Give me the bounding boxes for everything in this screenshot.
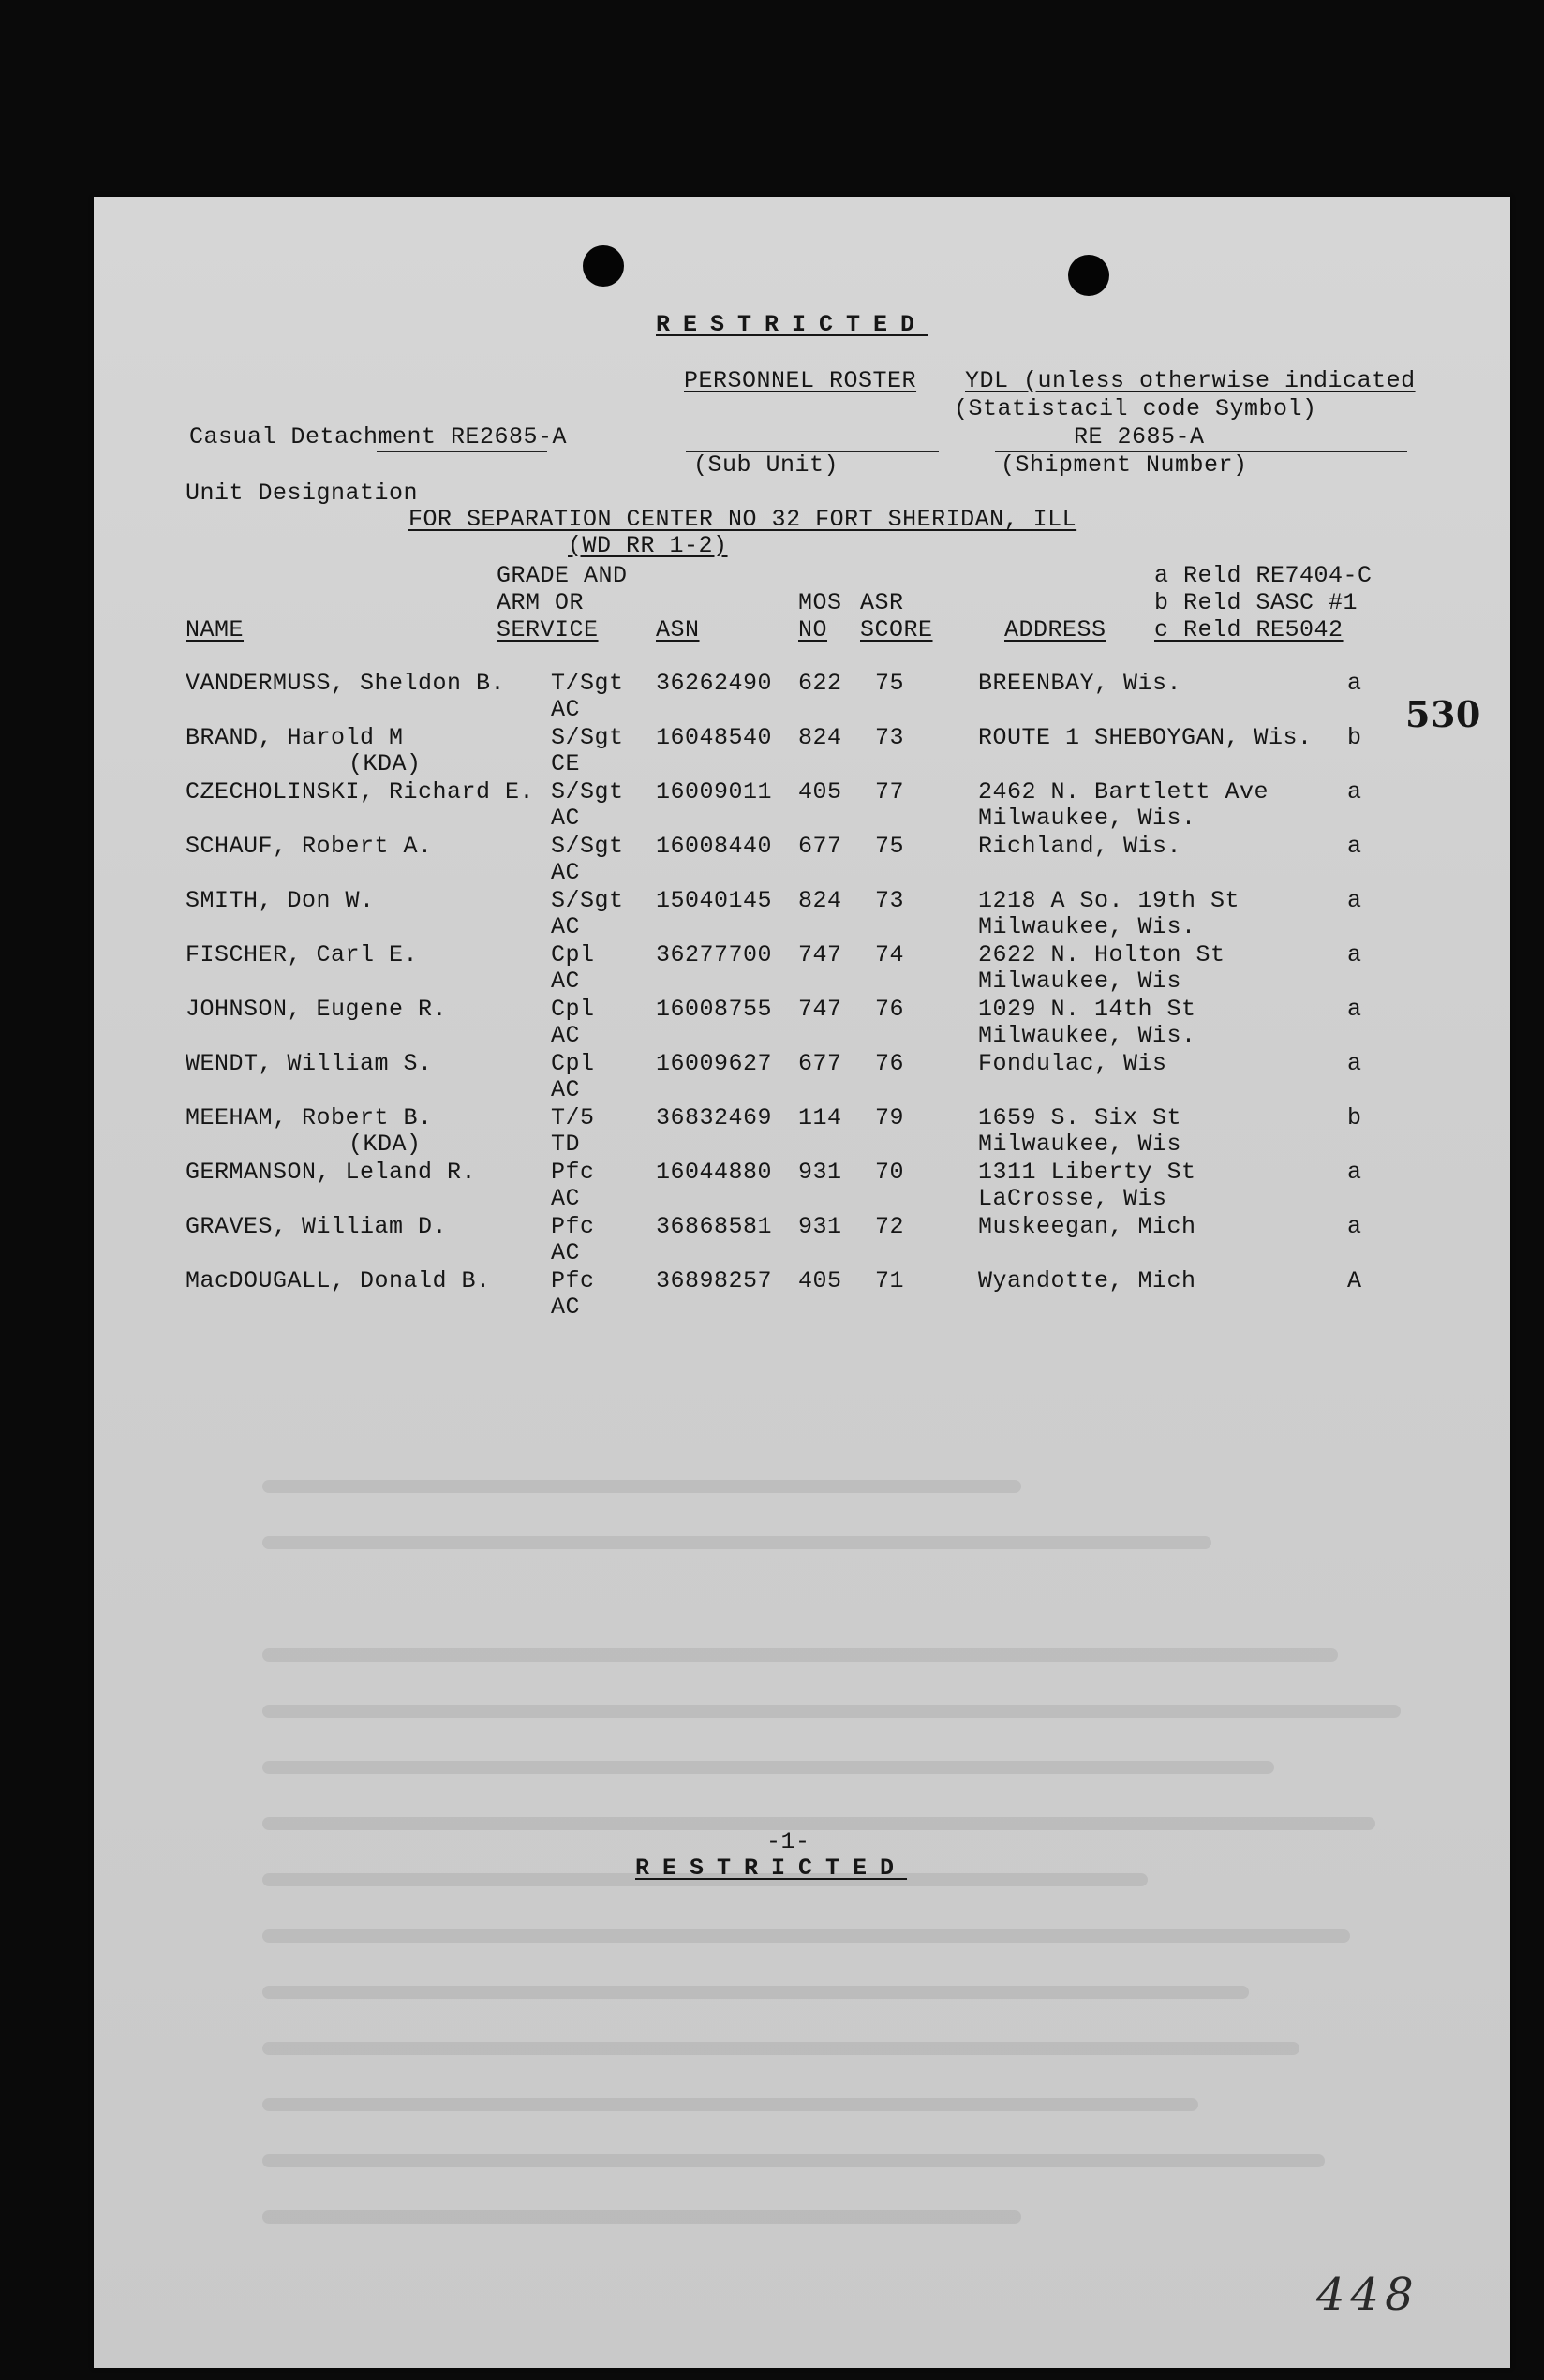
row-asn: 16008440 xyxy=(656,833,773,860)
row-name: FISCHER, Carl E. xyxy=(186,941,419,968)
row-name: VANDERMUSS, Sheldon B. xyxy=(186,670,506,697)
row-address-line1: 1029 N. 14th St xyxy=(978,996,1196,1023)
row-address-line1: Muskeegan, Mich xyxy=(978,1213,1196,1240)
row-code: a xyxy=(1347,996,1362,1023)
row-name: MEEHAM, Robert B. xyxy=(186,1104,433,1131)
row-asn: 36262490 xyxy=(656,670,773,697)
row-address-line2: Milwaukee, Wis xyxy=(978,1131,1182,1158)
row-asr: 73 xyxy=(875,724,905,751)
row-asr: 72 xyxy=(875,1213,905,1240)
legend-a: a Reld RE7404-C xyxy=(1154,562,1373,589)
row-service: AC xyxy=(551,1293,581,1321)
row-address-line1: Richland, Wis. xyxy=(978,833,1182,860)
row-service: AC xyxy=(551,696,581,723)
row-name: SCHAUF, Robert A. xyxy=(186,833,433,860)
row-asn: 36832469 xyxy=(656,1104,773,1131)
row-grade: S/Sgt xyxy=(551,887,624,914)
row-grade: Cpl xyxy=(551,941,595,968)
row-code: a xyxy=(1347,778,1362,806)
row-mos: 114 xyxy=(798,1104,842,1131)
row-asr: 70 xyxy=(875,1159,905,1186)
row-address-line2: LaCrosse, Wis xyxy=(978,1185,1167,1212)
classification-top: RESTRICTED xyxy=(656,311,928,338)
row-name: GERMANSON, Leland R. xyxy=(186,1159,477,1186)
row-name: BRAND, Harold M xyxy=(186,724,404,751)
col-grade-line1: GRADE AND xyxy=(497,562,628,589)
row-mos: 747 xyxy=(798,941,842,968)
row-asr: 76 xyxy=(875,996,905,1023)
row-name: JOHNSON, Eugene R. xyxy=(186,996,448,1023)
row-service: AC xyxy=(551,1239,581,1266)
row-mos: 677 xyxy=(798,833,842,860)
row-name: WENDT, William S. xyxy=(186,1050,433,1077)
row-grade: S/Sgt xyxy=(551,833,624,860)
row-name: GRAVES, William D. xyxy=(186,1213,448,1240)
row-code: b xyxy=(1347,724,1362,751)
col-name: NAME xyxy=(186,616,245,643)
legend-b: b Reld SASC #1 xyxy=(1154,589,1358,616)
row-asr: 73 xyxy=(875,887,905,914)
row-service: AC xyxy=(551,805,581,832)
row-asr: 75 xyxy=(875,670,905,697)
row-code: a xyxy=(1347,1159,1362,1186)
row-service: AC xyxy=(551,1076,581,1103)
col-asr-line2: SCORE xyxy=(860,616,933,643)
row-asr: 74 xyxy=(875,941,905,968)
row-mos: 747 xyxy=(798,996,842,1023)
ydl-text: YDL (unless otherwise indicated xyxy=(965,367,1416,394)
sheet-number: 530 xyxy=(1405,693,1481,735)
row-address-line1: 2622 N. Holton St xyxy=(978,941,1225,968)
casual-detachment: Casual Detachment RE2685-A xyxy=(189,423,568,451)
row-mos: 931 xyxy=(798,1159,842,1186)
row-mos: 824 xyxy=(798,887,842,914)
row-grade: Pfc xyxy=(551,1213,595,1240)
row-service: AC xyxy=(551,913,581,940)
row-grade: T/Sgt xyxy=(551,670,624,697)
row-code: a xyxy=(1347,833,1362,860)
page-number: -1- xyxy=(766,1828,810,1855)
shipment-label: (Shipment Number) xyxy=(1001,451,1248,479)
row-address-line1: Wyandotte, Mich xyxy=(978,1267,1196,1294)
row-address-line2: Milwaukee, Wis xyxy=(978,968,1182,995)
row-asn: 16008755 xyxy=(656,996,773,1023)
row-name: CZECHOLINSKI, Richard E. xyxy=(186,778,535,806)
punch-hole-right xyxy=(1068,255,1109,296)
document-page xyxy=(94,197,1510,2368)
row-address-line1: 2462 N. Bartlett Ave xyxy=(978,778,1269,806)
row-asr: 79 xyxy=(875,1104,905,1131)
row-address-line1: 1659 S. Six St xyxy=(978,1104,1182,1131)
col-address: ADDRESS xyxy=(1004,616,1106,643)
row-code: A xyxy=(1347,1267,1362,1294)
row-address-line2: Milwaukee, Wis. xyxy=(978,913,1196,940)
row-code: a xyxy=(1347,1213,1362,1240)
row-address-line1: BREENBAY, Wis. xyxy=(978,670,1182,697)
row-grade: S/Sgt xyxy=(551,778,624,806)
row-asn: 16044880 xyxy=(656,1159,773,1186)
row-name-note: (KDA) xyxy=(349,750,422,777)
row-asr: 77 xyxy=(875,778,905,806)
row-address-line2: Milwaukee, Wis. xyxy=(978,805,1196,832)
row-address-line2: Milwaukee, Wis. xyxy=(978,1022,1196,1049)
row-grade: Cpl xyxy=(551,996,595,1023)
unit-reference: (WD RR 1-2) xyxy=(568,532,728,559)
unit-designation: FOR SEPARATION CENTER NO 32 FORT SHERIDAN, ILL xyxy=(408,506,1077,533)
row-address-line1: Fondulac, Wis xyxy=(978,1050,1167,1077)
shipment-value: RE 2685-A xyxy=(1074,423,1205,451)
row-service: AC xyxy=(551,859,581,886)
row-address-line1: ROUTE 1 SHEBOYGAN, Wis. xyxy=(978,724,1313,751)
row-asn: 36898257 xyxy=(656,1267,773,1294)
row-grade: Pfc xyxy=(551,1267,595,1294)
statistical-code: (Statistacil code Symbol) xyxy=(954,395,1317,422)
row-service: TD xyxy=(551,1131,581,1158)
row-grade: Pfc xyxy=(551,1159,595,1186)
row-mos: 405 xyxy=(798,1267,842,1294)
row-mos: 677 xyxy=(798,1050,842,1077)
row-asn: 15040145 xyxy=(656,887,773,914)
roster-title: PERSONNEL ROSTER xyxy=(684,367,917,394)
row-asn: 16009627 xyxy=(656,1050,773,1077)
legend-c: c Reld RE5042 xyxy=(1154,616,1344,643)
row-asn: 16048540 xyxy=(656,724,773,751)
row-asn: 16009011 xyxy=(656,778,773,806)
unit-designation-label: Unit Designation xyxy=(186,480,419,507)
handwritten-number: 448 xyxy=(1316,2269,1419,2321)
punch-hole-left xyxy=(583,245,624,287)
row-code: b xyxy=(1347,1104,1362,1131)
col-mos-line1: MOS xyxy=(798,589,842,616)
col-grade-line2: ARM OR xyxy=(497,589,585,616)
row-address-line1: 1311 Liberty St xyxy=(978,1159,1196,1186)
row-asr: 76 xyxy=(875,1050,905,1077)
row-code: a xyxy=(1347,1050,1362,1077)
row-service: CE xyxy=(551,750,581,777)
row-service: AC xyxy=(551,968,581,995)
row-asr: 71 xyxy=(875,1267,905,1294)
row-name-note: (KDA) xyxy=(349,1131,422,1158)
row-service: AC xyxy=(551,1022,581,1049)
detachment-underline xyxy=(377,451,547,452)
row-code: a xyxy=(1347,887,1362,914)
row-name: MacDOUGALL, Donald B. xyxy=(186,1267,491,1294)
row-address-line1: 1218 A So. 19th St xyxy=(978,887,1240,914)
row-asr: 75 xyxy=(875,833,905,860)
row-grade: S/Sgt xyxy=(551,724,624,751)
col-asn: ASN xyxy=(656,616,700,643)
row-service: AC xyxy=(551,1185,581,1212)
row-name: SMITH, Don W. xyxy=(186,887,375,914)
row-asn: 36277700 xyxy=(656,941,773,968)
row-mos: 931 xyxy=(798,1213,842,1240)
row-mos: 622 xyxy=(798,670,842,697)
row-grade: T/5 xyxy=(551,1104,595,1131)
row-code: a xyxy=(1347,941,1362,968)
row-grade: Cpl xyxy=(551,1050,595,1077)
row-code: a xyxy=(1347,670,1362,697)
col-mos-line2: NO xyxy=(798,616,828,643)
classification-bottom: RESTRICTED xyxy=(635,1855,908,1882)
col-asr-line1: ASR xyxy=(860,589,904,616)
bleed-through xyxy=(262,1480,1527,2323)
row-mos: 824 xyxy=(798,724,842,751)
sub-unit-label: (Sub Unit) xyxy=(693,451,839,479)
row-mos: 405 xyxy=(798,778,842,806)
col-grade-line3: SERVICE xyxy=(497,616,599,643)
row-asn: 36868581 xyxy=(656,1213,773,1240)
